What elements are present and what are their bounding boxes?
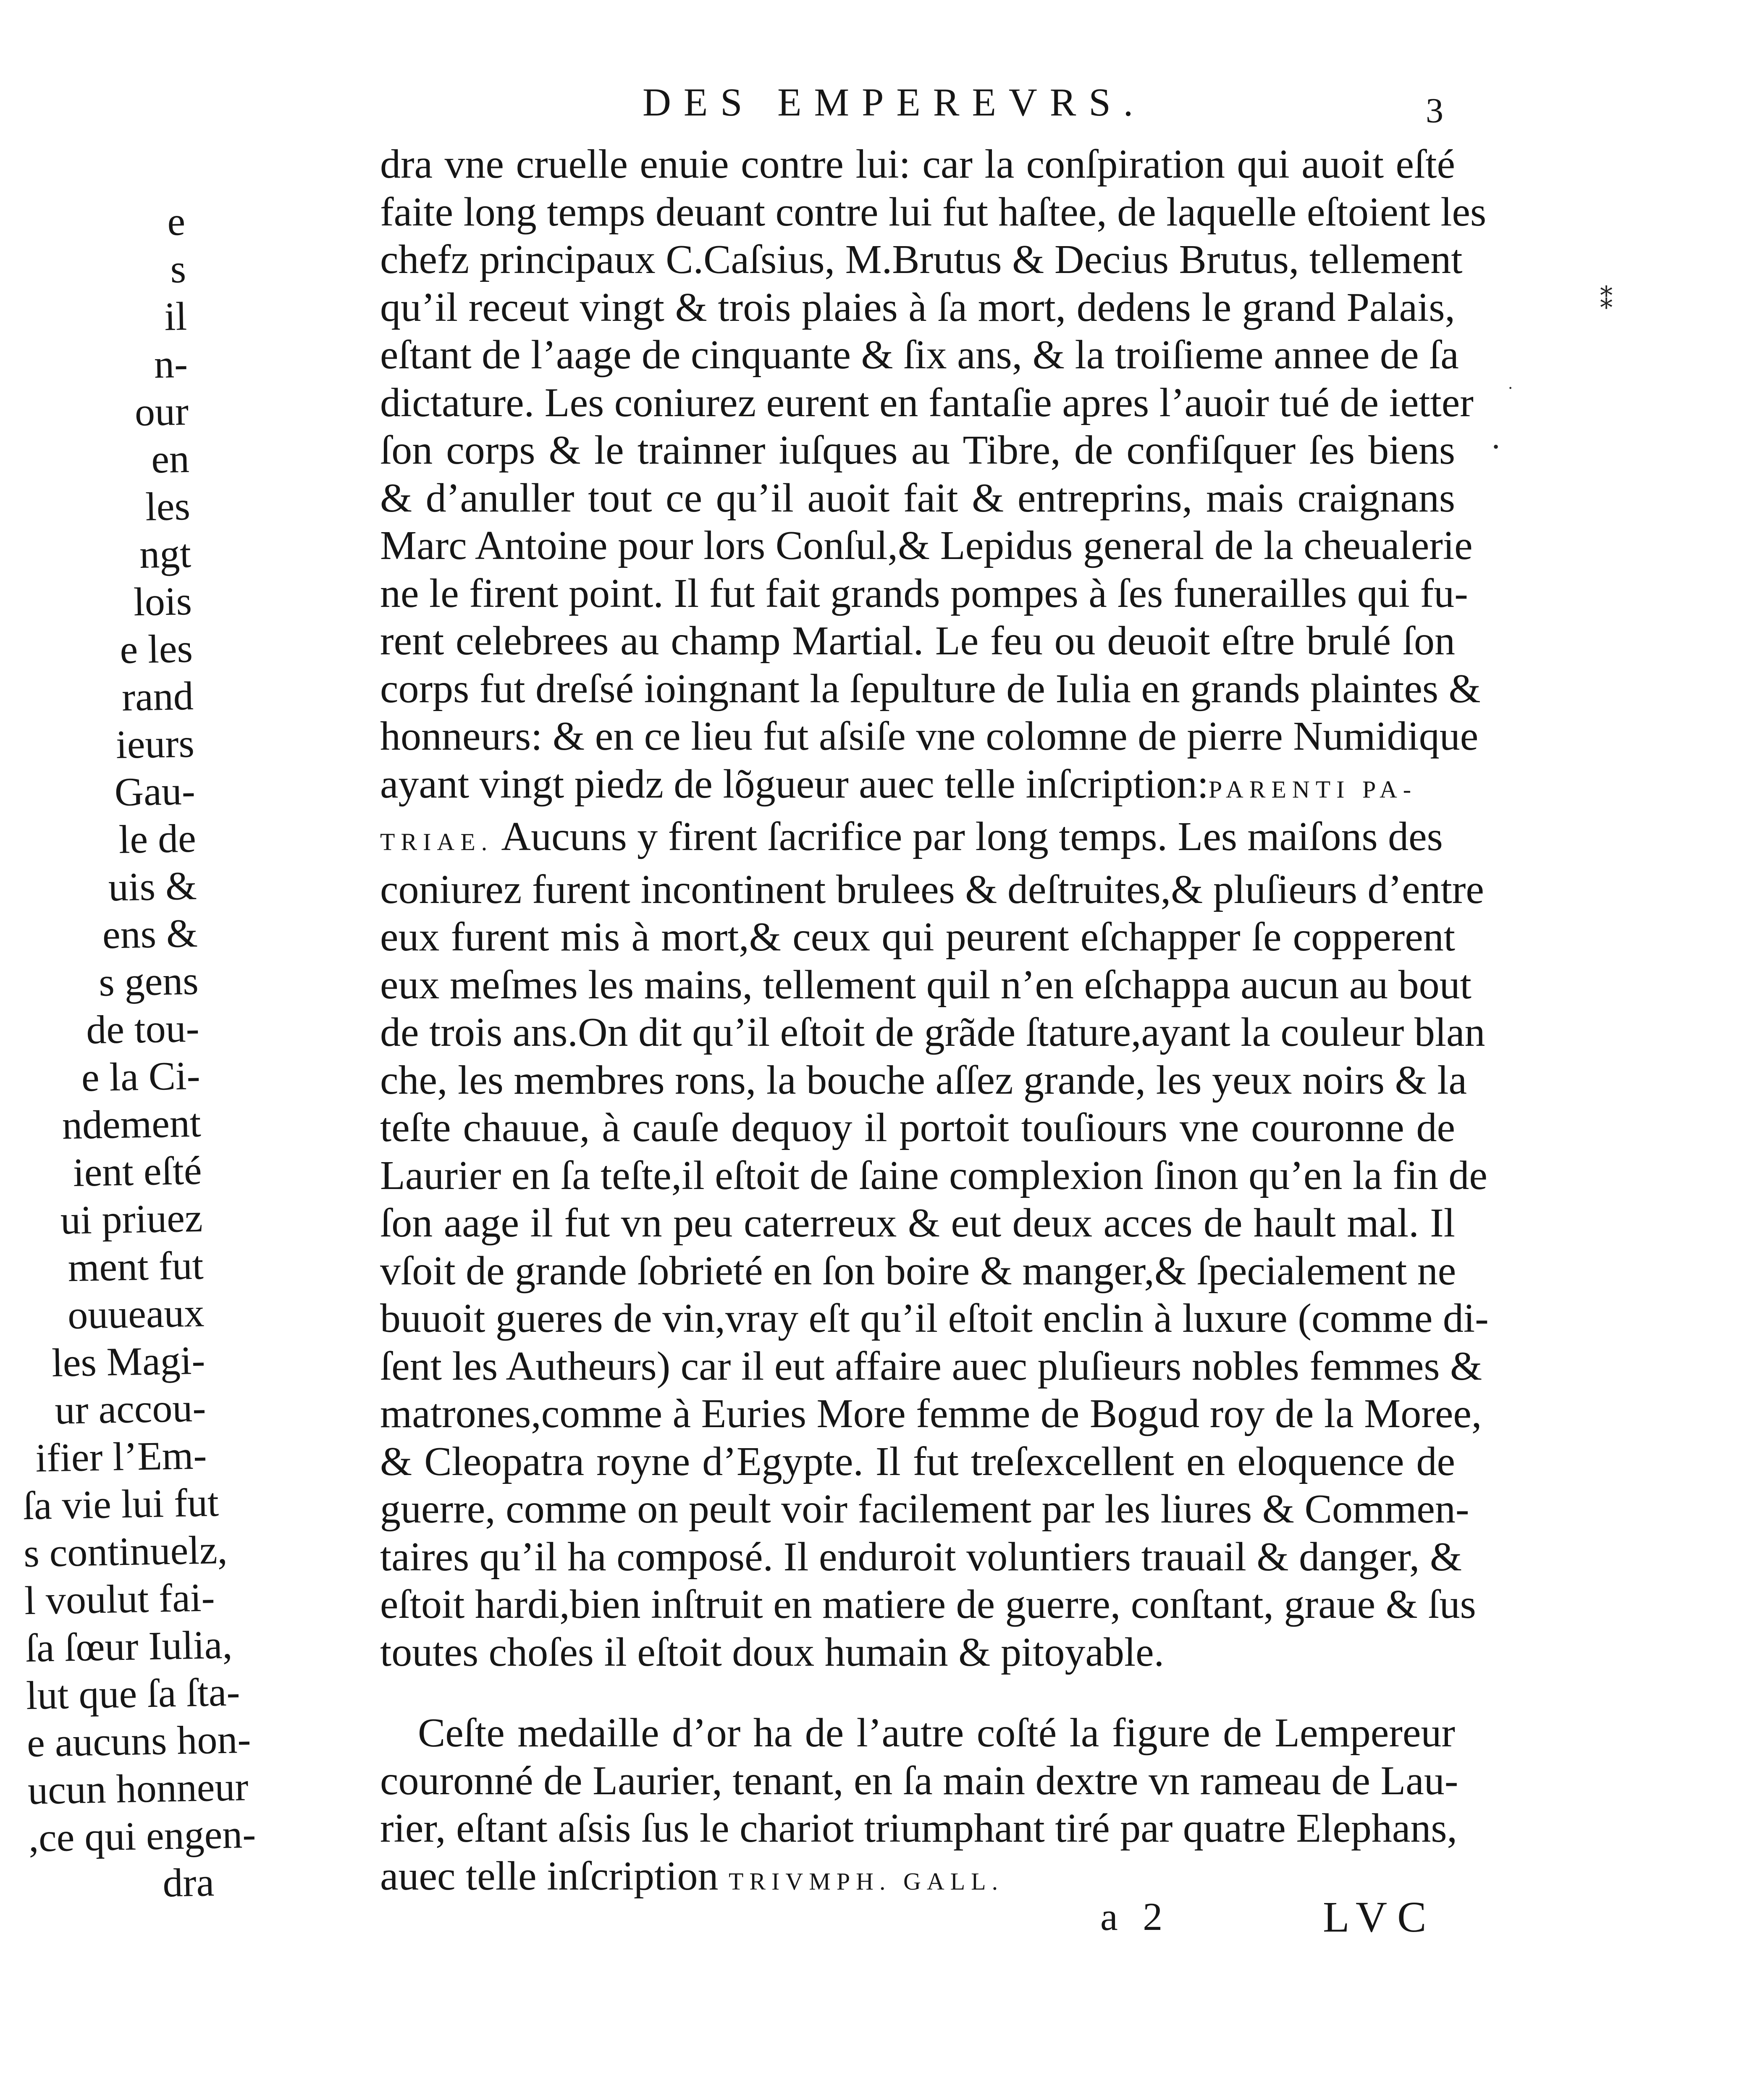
prev-page-line: e les: [119, 625, 193, 672]
prev-page-line: e la Ci-: [81, 1053, 201, 1100]
prev-page-line: ur accou-: [54, 1385, 207, 1433]
prev-page-line: de tou-: [86, 1005, 200, 1053]
prev-page-line: ifier l’Em-: [35, 1432, 207, 1480]
inscription-text: TRIAE.: [380, 828, 493, 856]
body-line-with-inscription: [380, 761, 1455, 814]
body-line: ne le firent point. Il fut fait grands pompes à ſes funerailles qui fu-: [380, 570, 1468, 616]
body-line: buuoit gueres de vin,vray eſt qu’il eſtoit enclin à luxure (comme di-: [380, 1296, 1489, 1341]
prev-page-line: ,ce qui engen-: [28, 1811, 257, 1861]
prev-page-line: ui priuez: [60, 1195, 203, 1243]
body-line: eux meſmes les mains, tellement quil n’en eſchappa aucun au bout: [380, 962, 1472, 1008]
prev-page-line: s: [170, 246, 186, 291]
previous-page-edge: [0, 197, 257, 1909]
body-line: matrones,comme à Euries More femme de Bogud roy de la Moree,: [380, 1391, 1482, 1436]
caption-line-with-inscription: [380, 1853, 1455, 1906]
body-line: che, les membres rons, la bouche aſſez grande, les yeux noirs & la: [380, 1057, 1467, 1103]
signature-mark: a 2: [1100, 1895, 1170, 1939]
prev-page-line: rand: [121, 673, 194, 719]
body-line: de trois ans.On dit qu’il eſtoit de grãde ſtature,ayant la couleur blan: [380, 1010, 1485, 1055]
prev-page-line: e aucuns hon-: [26, 1716, 252, 1766]
prev-page-line: l voulut fai-: [24, 1575, 215, 1623]
prev-page-line: uis &: [108, 863, 197, 910]
prev-page-line: le de: [118, 815, 197, 862]
body-line: & Cleopatra royne d’Egypte. Il fut treſexcellent en eloquence de: [380, 1438, 1455, 1484]
prev-page-line: ouueaux: [67, 1290, 205, 1338]
body-line: taires qu’il ha composé. Il enduroit voluntiers trauail & danger, &: [380, 1534, 1462, 1580]
body-line: teſte chauue, à cauſe dequoy il portoit touſiours vne couronne de: [380, 1105, 1455, 1150]
prev-page-line: ient eſté: [73, 1147, 202, 1195]
body-line: eſtant de l’aage de cinquante & ſix ans, & la troiſieme annee de ſa: [380, 332, 1459, 378]
body-line: ſent les Autheurs) car il eut affaire auec pluſieurs nobles femmes &: [380, 1343, 1482, 1389]
body-line: dra vne cruelle enuie contre lui: car la conſpiration qui auoit eſté: [380, 142, 1455, 187]
body-line: ſon aage il fut vn peu caterreux & eut deux acces de hault mal. Il: [380, 1200, 1455, 1246]
body-line: eux furent mis à mort,& ceux qui peurent eſchapper ſe copperent: [380, 914, 1455, 960]
prev-page-line: ieurs: [115, 720, 195, 767]
prev-page-line: lois: [133, 578, 192, 625]
inscription-text: TRIVMPH. GALL.: [728, 1867, 1004, 1895]
prev-page-line: ens &: [102, 910, 198, 957]
body-line: coniurez furent incontinent brulees & deſtruites,& pluſieurs d’entre: [380, 866, 1484, 912]
prev-page-line: en: [151, 436, 190, 482]
prev-page-line: lut que ſa ſta-: [26, 1669, 241, 1718]
body-line: Marc Antoine pour lors Conſul,& Lepidus general de la cheualerie: [380, 523, 1473, 568]
ink-speck: ·: [1508, 378, 1514, 397]
body-text: [380, 141, 1489, 1676]
prev-page-line: n-: [154, 341, 188, 387]
ink-speck: •: [1493, 437, 1499, 456]
body-line-text: Aucuns y firent ſacrifice par long temps. Les maiſons des: [501, 814, 1443, 859]
prev-page-line: ngt: [139, 530, 191, 577]
prev-page-line: ucun honneur: [27, 1764, 249, 1813]
body-line: honneurs: & en ce lieu fut aſsiſe vne colomne de pierre Numidique: [380, 714, 1479, 759]
catchword: LVC: [1323, 1893, 1437, 1941]
body-line: corps fut dreſsé ioingnant la ſepulture de Iulia en grands plaintes &: [380, 666, 1481, 711]
prev-page-line: ſa vie lui fut: [22, 1480, 219, 1528]
inscription-text: PARENTI PA-: [1208, 775, 1417, 803]
running-head: DES EMPEREVRS.: [643, 81, 1146, 124]
body-line: qu’il receut vingt & trois plaies à ſa mort, dedens le grand Palais,: [380, 284, 1455, 330]
body-line: ſon corps & le trainner iuſques au Tibre, de confiſquer ſes biens: [380, 428, 1455, 473]
prev-page-line: our: [134, 388, 189, 435]
prev-page-line: ment fut: [67, 1242, 204, 1290]
prev-page-line: il: [164, 293, 187, 339]
body-line: faite long temps deuant contre lui fut haſtee, de laquelle eſtoient les: [380, 189, 1487, 235]
caption-line: Ceſte medaille d’or ha de l’autre coſté la figure de Lempereur: [418, 1710, 1455, 1756]
prev-page-line: les Magi-: [51, 1337, 206, 1385]
body-line: vſoit de grande ſobrieté en ſon boire & manger,& ſpecialement ne: [380, 1248, 1456, 1294]
prev-page-line: les: [145, 483, 191, 529]
body-line-with-inscription: [380, 813, 1455, 866]
caption-line: couronné de Laurier, tenant, en ſa main dextre vn rameau de Lau-: [380, 1758, 1458, 1803]
prev-page-line: Gau-: [114, 768, 196, 815]
page-number: 3: [1426, 91, 1443, 130]
body-line-text: ayant vingt piedz de lõgueur auec telle inſcription:: [380, 761, 1209, 807]
body-line: & d’anuller tout ce qu’il auoit fait & entreprins, mais craignans: [380, 475, 1455, 521]
prev-page-line: ndement: [62, 1100, 202, 1148]
caption-line-text: auec telle inſcription: [380, 1853, 719, 1899]
body-line: eſtoit hardi,bien inſtruit en matiere de guerre, conſtant, graue & ſus: [380, 1582, 1476, 1627]
body-line: chefz principaux C.Caſsius, M.Brutus & Decius Brutus, tellement: [380, 237, 1463, 282]
prev-page-line: s gens: [98, 958, 199, 1005]
body-line: toutes choſes il eſtoit doux humain & pitoyable.: [380, 1629, 1165, 1675]
medal-caption: [380, 1709, 1458, 1905]
body-line: rent celebrees au champ Martial. Le feu ou deuoit eſtre brulé ſon: [380, 618, 1455, 664]
body-line: Laurier en ſa teſte,il eſtoit de ſaine complexion ſinon qu’en la fin de: [380, 1152, 1487, 1198]
body-line: guerre, comme on peult voir facilement par les liures & Commen-: [380, 1486, 1469, 1532]
prev-page-line: s continuelz,: [23, 1527, 228, 1576]
caption-line: rier, eſtant aſsis ſus le chariot triumphant tiré par quatre Elephans,: [380, 1806, 1457, 1851]
prev-page-line: dra: [162, 1859, 215, 1906]
ink-speck: ⁑: [1600, 286, 1613, 314]
prev-page-line: ſa ſœur Iulia,: [25, 1622, 233, 1671]
prev-page-line: e: [167, 198, 186, 244]
body-line: dictature. Les coniurez eurent en fantaſie apres l’auoir tué de ietter: [380, 380, 1474, 425]
